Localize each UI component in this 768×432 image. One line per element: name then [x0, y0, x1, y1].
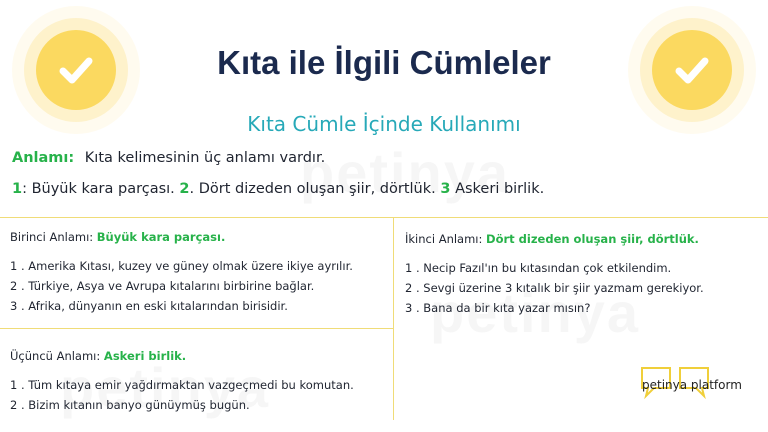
- divider: [0, 217, 768, 218]
- sense-number: 3: [440, 181, 451, 197]
- sense-number: 1: [12, 181, 23, 197]
- section-prefix: Üçüncü Anlamı:: [10, 349, 104, 363]
- senses-line: [12, 181, 544, 197]
- section-highlight: Büyük kara parçası.: [96, 230, 226, 244]
- section-first-meaning: [10, 227, 353, 316]
- section-third-meaning: [10, 346, 354, 415]
- brand-name: petinya platform: [642, 378, 742, 392]
- list-item: 2 . Türkiye, Asya ve Avrupa kıtalarını birbirine bağlar.: [10, 279, 315, 293]
- section-highlight: Askeri birlik.: [103, 349, 187, 363]
- divider: [393, 218, 394, 420]
- section-prefix: İkinci Anlamı:: [405, 232, 487, 246]
- list-item: 2 . Sevgi üzerine 3 kıtalık bir şiir yazmam gerekiyor.: [405, 281, 704, 295]
- list-item: 1 . Necip Fazıl'ın bu kıtasından çok etkilendim.: [405, 261, 672, 275]
- list-item: 3 . Afrika, dünyanın en eski kıtalarından birisidir.: [10, 299, 288, 313]
- meaning-text: Kıta kelimesinin üç anlamı vardır.: [84, 150, 326, 166]
- section-highlight: Dört dizeden oluşan şiir, dörtlük.: [486, 232, 699, 246]
- list-item: 3 . Bana da bir kıta yazar mısın?: [405, 301, 591, 315]
- section-second-meaning: [405, 229, 704, 318]
- meaning-line: [12, 150, 325, 166]
- list-item: 1 . Tüm kıtaya emir yağdırmaktan vazgeçmedi bu komutan.: [10, 378, 354, 392]
- sense-number: 2: [179, 181, 190, 197]
- list-item: 1 . Amerika Kıtası, kuzey ve güney olmak üzere ikiye ayrılır.: [10, 259, 353, 273]
- page-title: Kıta ile İlgili Cümleler: [217, 44, 551, 81]
- sense-text: Askeri birlik.: [450, 181, 545, 197]
- page-subtitle: Kıta Cümle İçinde Kullanımı: [247, 112, 521, 136]
- list-item: 2 . Bizim kıtanın banyo günüymüş bugün.: [10, 398, 250, 412]
- section-heading: [10, 346, 354, 366]
- divider: [0, 328, 393, 329]
- section-heading: [10, 227, 353, 247]
- meaning-label: Anlamı:: [12, 150, 75, 166]
- section-prefix: Birinci Anlamı:: [10, 230, 97, 244]
- sense-text: : Büyük kara parçası.: [22, 181, 180, 197]
- sense-text: . Dört dizeden oluşan şiir, dörtlük.: [189, 181, 441, 197]
- section-heading: [405, 229, 704, 249]
